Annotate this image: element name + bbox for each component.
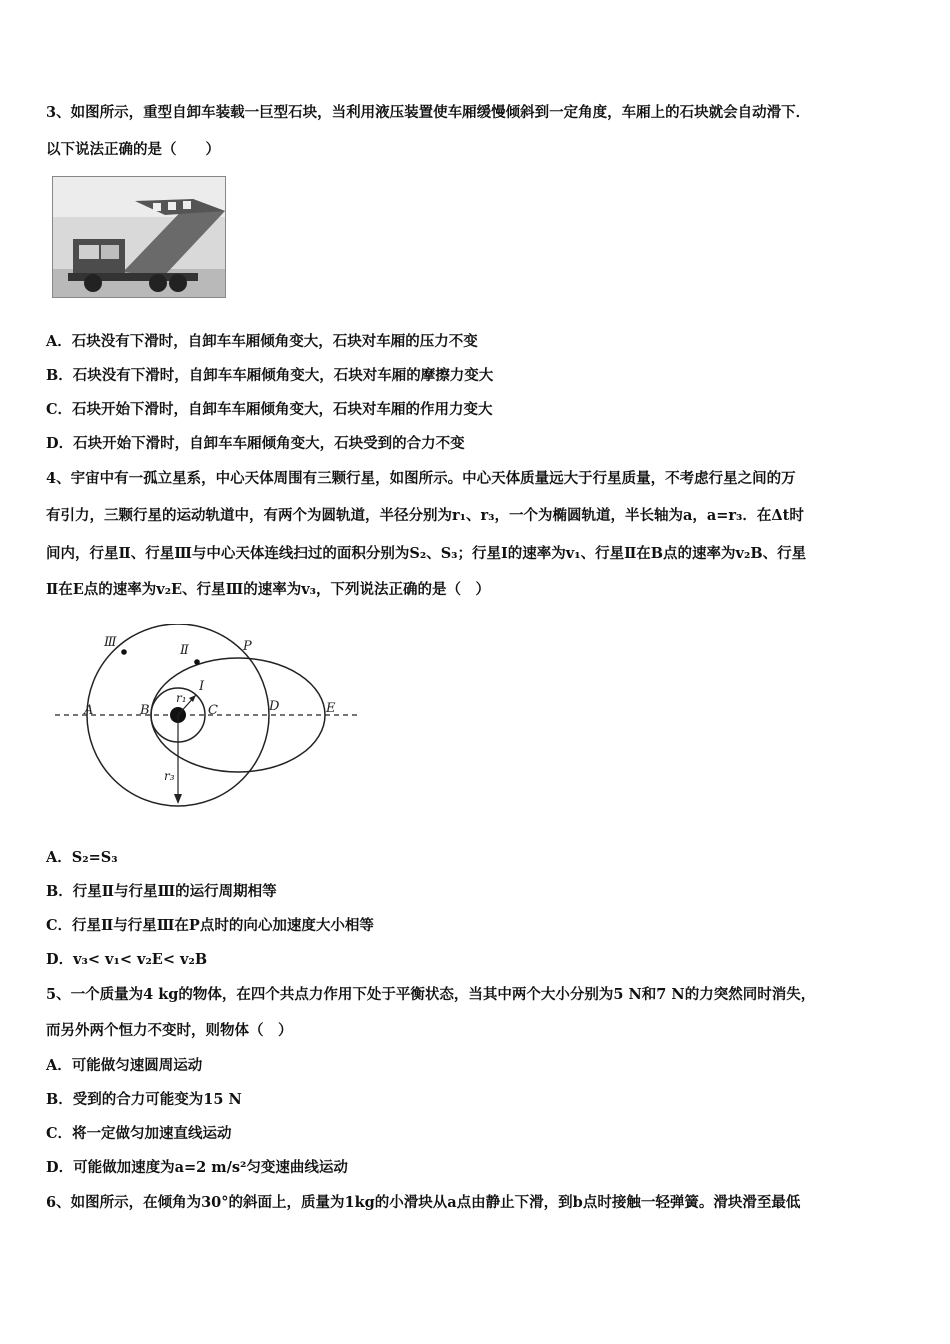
label-E: E xyxy=(326,701,336,716)
q5-stem-line1: 5、一个质量为4 kg的物体，在四个共点力作用下处于平衡状态，当其中两个大小分别为5 N和7 N的力突然同时消失， xyxy=(46,986,816,1003)
q3-option-b: B．石块没有下滑时，自卸车车厢倾角变大，石块对车厢的摩擦力变大 xyxy=(46,367,494,384)
q5-stem-line2: 而另外两个恒力不变时，则物体（ ） xyxy=(46,1022,293,1039)
q5-option-c: C．将一定做匀加速直线运动 xyxy=(46,1125,232,1142)
q4-option-c: C．行星Ⅱ与行星Ⅲ在P点时的向心加速度大小相等 xyxy=(46,917,374,934)
q4-stem-line2: 有引力，三颗行星的运动轨道中，有两个为圆轨道，半径分别为r₁、r₃，一个为椭圆轨道，半长轴为a，a=r₃．在Δt时 xyxy=(46,507,804,524)
label-C: C xyxy=(208,703,218,718)
q4-stem-line3: 间内，行星Ⅱ、行星Ⅲ与中心天体连线扫过的面积分别为S₂、S₃；行星Ⅰ的速率为v₁、行星Ⅱ在B点的速率为v₂B、行星 xyxy=(46,545,807,562)
label-B: B xyxy=(140,703,150,718)
q3-option-a: A．石块没有下滑时，自卸车车厢倾角变大，石块对车厢的压力不变 xyxy=(46,333,478,350)
q4-stem-line1: 4、宇宙中有一孤立星系，中心天体周围有三颗行星，如图所示。中心天体质量远大于行星质量，不考虑行星之间的万 xyxy=(46,470,796,487)
label-A: A xyxy=(84,703,94,718)
q6-stem-line1: 6、如图所示，在倾角为30°的斜面上，质量为1kg的小滑块从a点由静止下滑，到b点时接触一轻弹簧。滑块滑至最低 xyxy=(46,1194,801,1211)
q4-option-b: B．行星Ⅱ与行星Ⅲ的运行周期相等 xyxy=(46,883,277,900)
orbit-diagram xyxy=(50,624,370,809)
dump-truck-photo xyxy=(52,176,226,298)
q3-stem-line1: 3、如图所示，重型自卸车装载一巨型石块，当利用液压装置使车厢缓慢倾斜到一定角度，车厢上的石块就会自动滑下． xyxy=(46,104,811,121)
q3-option-c: C．石块开始下滑时，自卸车车厢倾角变大，石块对车厢的作用力变大 xyxy=(46,401,493,418)
q4-option-d: D．v₃< v₁< v₂E< v₂B xyxy=(46,951,208,968)
q5-option-d: D．可能做加速度为a=2 m/s²匀变速曲线运动 xyxy=(46,1159,348,1176)
q4-stem-line4: Ⅱ在E点的速率为v₂E、行星Ⅲ的速率为v₃，下列说法正确的是（ ） xyxy=(46,581,491,598)
q3-option-d: D．石块开始下滑时，自卸车车厢倾角变大，石块受到的合力不变 xyxy=(46,435,465,452)
q3-stem-line2: 以下说法正确的是（ ） xyxy=(46,141,220,158)
label-I: I xyxy=(199,679,205,694)
q4-option-a: A．S₂=S₃ xyxy=(46,849,118,866)
label-r1: r₁ xyxy=(176,691,187,705)
q5-option-a: A．可能做匀速圆周运动 xyxy=(46,1057,203,1074)
label-r3: r₃ xyxy=(164,769,175,783)
label-P: P xyxy=(243,639,252,654)
label-III: Ⅲ xyxy=(104,635,117,650)
label-D: D xyxy=(269,699,280,714)
q5-option-b: B．受到的合力可能变为15 N xyxy=(46,1091,242,1108)
label-II: Ⅱ xyxy=(180,643,189,658)
